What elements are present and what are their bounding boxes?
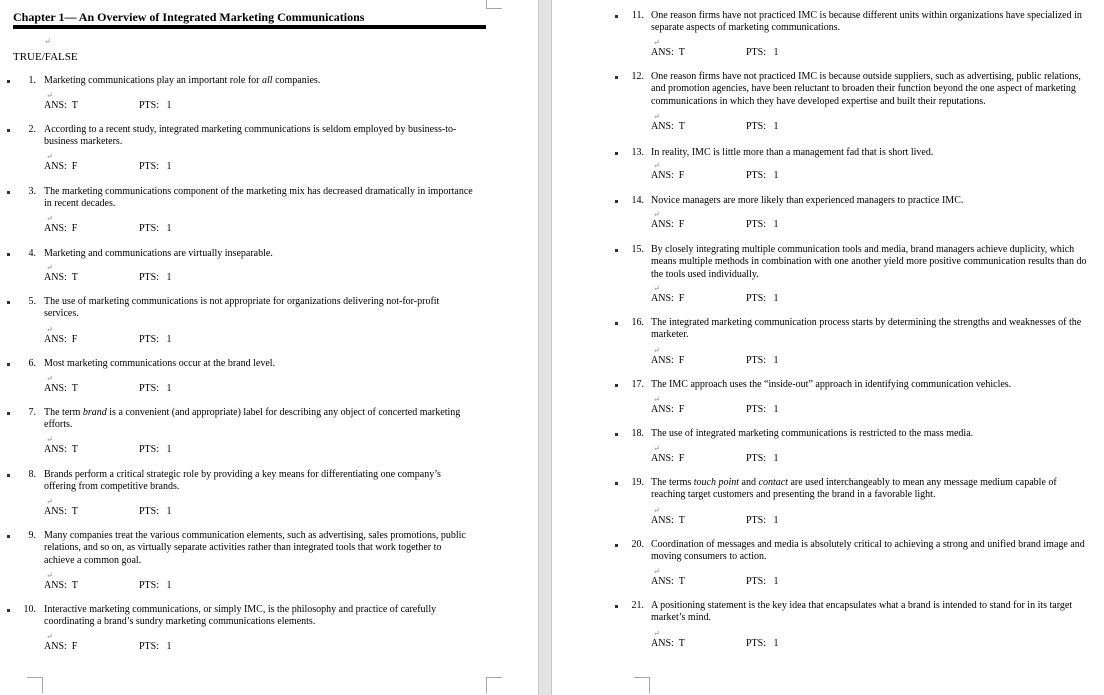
answer-label xyxy=(44,272,78,283)
answer-prefix: ANS: xyxy=(651,355,679,366)
title-rule xyxy=(13,25,486,29)
points-prefix: PTS: xyxy=(746,404,774,415)
points-label xyxy=(139,334,172,345)
list-bullet xyxy=(615,152,618,155)
list-bullet xyxy=(615,15,618,18)
answer-label xyxy=(651,638,685,649)
answer-label xyxy=(651,515,685,526)
question-text: By closely integrating multiple communication tools and media, brand managers achieve duplicity, which means multiple methods in combination with one another yield more positive communication results than do the tools used individually. xyxy=(651,244,1087,280)
points-prefix: PTS: xyxy=(139,444,167,455)
points-value: 1 xyxy=(773,576,779,587)
points-value: 1 xyxy=(773,638,779,649)
paragraph-mark: ↵ xyxy=(46,497,53,506)
answer-prefix: ANS: xyxy=(44,161,72,172)
answer-label xyxy=(651,121,685,132)
points-label xyxy=(139,506,172,517)
points-label xyxy=(746,219,779,230)
points-value: 1 xyxy=(166,444,172,455)
answer-value: T xyxy=(678,515,685,526)
chapter-title: Chapter 1— An Overview of Integrated Marketing Communications xyxy=(13,10,365,24)
list-bullet xyxy=(615,384,618,387)
answer-prefix: ANS: xyxy=(44,334,72,345)
question-number: 12. xyxy=(631,71,644,82)
question-number: 10. xyxy=(23,604,36,615)
answer-label xyxy=(651,453,684,464)
question-number: 5. xyxy=(28,296,36,307)
points-label xyxy=(746,121,779,132)
answer-prefix: ANS: xyxy=(44,223,72,234)
question-number: 21. xyxy=(631,600,644,611)
answer-value: T xyxy=(678,576,685,587)
answer-value: F xyxy=(678,219,685,230)
answer-label xyxy=(44,161,77,172)
answer-prefix: ANS: xyxy=(651,219,679,230)
points-label xyxy=(139,100,172,111)
answer-prefix: ANS: xyxy=(44,383,72,394)
points-prefix: PTS: xyxy=(139,223,167,234)
question-number: 2. xyxy=(28,124,36,135)
answer-prefix: ANS: xyxy=(651,170,679,181)
answer-value: F xyxy=(71,641,78,652)
question-number: 18. xyxy=(631,428,644,439)
paragraph-mark: ↵ xyxy=(653,284,660,293)
points-label xyxy=(746,293,779,304)
answer-prefix: ANS: xyxy=(44,641,72,652)
answer-label xyxy=(44,334,77,345)
paragraph-mark: ↵ xyxy=(653,346,660,355)
answer-prefix: ANS: xyxy=(651,404,679,415)
points-label xyxy=(746,515,779,526)
points-prefix: PTS: xyxy=(746,219,774,230)
list-bullet xyxy=(7,609,10,612)
points-value: 1 xyxy=(773,47,779,58)
answer-label xyxy=(651,576,685,587)
question-number: 1. xyxy=(28,75,36,86)
points-value: 1 xyxy=(773,515,779,526)
points-label xyxy=(139,383,172,394)
points-prefix: PTS: xyxy=(746,170,774,181)
paragraph-mark: ↵ xyxy=(46,571,53,580)
points-value: 1 xyxy=(773,293,779,304)
question-text: The use of integrated marketing communications is restricted to the mass media. xyxy=(651,428,974,439)
crop-mark-bottom-left xyxy=(634,677,650,693)
points-prefix: PTS: xyxy=(139,334,167,345)
list-bullet xyxy=(615,433,618,436)
question-number: 15. xyxy=(631,244,644,255)
question-text: Most marketing communications occur at the brand level. xyxy=(44,358,276,369)
answer-label xyxy=(651,170,684,181)
points-prefix: PTS: xyxy=(139,383,167,394)
points-label xyxy=(139,161,172,172)
points-prefix: PTS: xyxy=(746,121,774,132)
crop-mark-bottom-left xyxy=(27,677,43,693)
list-bullet xyxy=(615,200,618,203)
answer-value: F xyxy=(678,404,685,415)
points-value: 1 xyxy=(166,580,172,591)
answer-value: T xyxy=(71,580,78,591)
question-text: A positioning statement is the key idea that encapsulates what a brand is intended to stand for in its target market’s mind. xyxy=(651,600,1073,624)
answer-prefix: ANS: xyxy=(651,638,679,649)
page-gutter xyxy=(538,0,552,695)
list-bullet xyxy=(615,76,618,79)
points-label xyxy=(746,355,779,366)
question-text: The IMC approach uses the “inside-out” approach in identifying communication vehicles. xyxy=(651,379,1012,390)
question-number: 17. xyxy=(631,379,644,390)
points-prefix: PTS: xyxy=(746,453,774,464)
answer-value: T xyxy=(678,47,685,58)
section-heading: TRUE/FALSE xyxy=(13,51,78,63)
answer-prefix: ANS: xyxy=(44,272,72,283)
answer-label xyxy=(44,641,77,652)
points-value: 1 xyxy=(166,272,172,283)
question-text: The terms touch point and contact are used interchangeably to mean any message medium capable of reaching target customers and presenting the brand in a favorable light. xyxy=(651,477,1057,501)
points-label xyxy=(139,580,172,591)
points-value: 1 xyxy=(773,121,779,132)
question-number: 19. xyxy=(631,477,644,488)
points-value: 1 xyxy=(166,641,172,652)
answer-value: T xyxy=(678,121,685,132)
answer-label xyxy=(651,293,684,304)
answer-value: F xyxy=(678,170,685,181)
points-prefix: PTS: xyxy=(139,161,167,172)
points-prefix: PTS: xyxy=(139,641,167,652)
paragraph-mark: ↵ xyxy=(46,91,53,100)
points-prefix: PTS: xyxy=(139,272,167,283)
points-label xyxy=(746,170,779,181)
paragraph-mark: ↵ xyxy=(653,567,660,576)
question-number: 7. xyxy=(28,407,36,418)
points-prefix: PTS: xyxy=(746,293,774,304)
paragraph-mark: ↵ xyxy=(653,506,660,515)
answer-value: T xyxy=(71,100,78,111)
paragraph-mark: ↵ xyxy=(46,214,53,223)
answer-label xyxy=(44,506,78,517)
paragraph-mark: ↵ xyxy=(653,112,660,121)
question-text: The term brand is a convenient (and appropriate) label for describing any object of concerted marketing efforts. xyxy=(44,407,461,431)
answer-prefix: ANS: xyxy=(44,506,72,517)
paragraph-mark: ↵ xyxy=(46,325,53,334)
answer-prefix: ANS: xyxy=(651,453,679,464)
question-number: 16. xyxy=(631,317,644,328)
answer-prefix: ANS: xyxy=(651,515,679,526)
question-number: 14. xyxy=(631,195,644,206)
paragraph-mark: ↵ xyxy=(46,435,53,444)
points-prefix: PTS: xyxy=(746,638,774,649)
paragraph-mark: ↵ xyxy=(44,37,51,46)
points-value: 1 xyxy=(166,383,172,394)
points-value: 1 xyxy=(166,334,172,345)
question-number: 4. xyxy=(28,248,36,259)
question-number: 13. xyxy=(631,147,644,158)
answer-prefix: ANS: xyxy=(44,100,72,111)
crop-mark-top-right xyxy=(486,0,502,9)
question-number: 3. xyxy=(28,186,36,197)
question-text: The integrated marketing communication process starts by determining the strengths and weaknesses of the marketer. xyxy=(651,317,1082,341)
answer-value: T xyxy=(71,272,78,283)
question-text: One reason firms have not practiced IMC is because outside suppliers, such as advertising, public relations, and promotion agencies, have been reluctant to broaden their function beyond the one aspect of marketing communications in which they have developed expertise and built their reputations. xyxy=(651,71,1081,107)
question-text: Novice managers are more likely than experienced managers to practice IMC. xyxy=(651,195,964,206)
paragraph-mark: ↵ xyxy=(653,444,660,453)
list-bullet xyxy=(7,191,10,194)
list-bullet xyxy=(7,363,10,366)
points-label xyxy=(139,641,172,652)
question-text: Marketing communications play an important role for all companies. xyxy=(44,75,321,86)
points-prefix: PTS: xyxy=(139,100,167,111)
points-value: 1 xyxy=(773,453,779,464)
paragraph-mark: ↵ xyxy=(46,632,53,641)
answer-value: F xyxy=(71,223,78,234)
points-label xyxy=(746,576,779,587)
points-label xyxy=(746,47,779,58)
answer-label xyxy=(44,100,78,111)
list-bullet xyxy=(7,301,10,304)
question-number: 20. xyxy=(631,539,644,550)
question-text: One reason firms have not practiced IMC is because different units within organizations have specialized in separate aspects of marketing communications. xyxy=(651,10,1082,34)
paragraph-mark: ↵ xyxy=(653,629,660,638)
points-value: 1 xyxy=(166,100,172,111)
question-text: Coordination of messages and media is absolutely critical to achieving a strong and unified brand image and moving consumers to action. xyxy=(651,539,1085,563)
list-bullet xyxy=(7,129,10,132)
answer-label xyxy=(651,219,684,230)
answer-value: T xyxy=(71,506,78,517)
answer-value: F xyxy=(678,355,685,366)
points-value: 1 xyxy=(773,404,779,415)
paragraph-mark: ↵ xyxy=(46,374,53,383)
list-bullet xyxy=(7,535,10,538)
paragraph-mark: ↵ xyxy=(46,263,53,272)
list-bullet xyxy=(615,249,618,252)
question-text: According to a recent study, integrated marketing communications is seldom employed by business-to-business marketers. xyxy=(44,124,457,148)
points-value: 1 xyxy=(773,170,779,181)
answer-prefix: ANS: xyxy=(651,576,679,587)
question-text: Interactive marketing communications, or simply IMC, is the philosophy and practice of carefully coordinating a brand’s sundry marketing communications elements. xyxy=(44,604,437,628)
question-text: Brands perform a critical strategic role by providing a key means for differentiating one company’s offering from competitive brands. xyxy=(44,469,441,493)
answer-value: T xyxy=(678,638,685,649)
points-value: 1 xyxy=(773,219,779,230)
points-label xyxy=(746,638,779,649)
points-prefix: PTS: xyxy=(139,580,167,591)
paragraph-mark: ↵ xyxy=(653,38,660,47)
list-bullet xyxy=(7,80,10,83)
paragraph-mark: ↵ xyxy=(653,210,660,219)
points-prefix: PTS: xyxy=(746,47,774,58)
answer-value: F xyxy=(678,453,685,464)
points-label xyxy=(139,272,172,283)
paragraph-mark: ↵ xyxy=(653,395,660,404)
document-page-right xyxy=(552,0,1104,695)
question-text: The use of marketing communications is not appropriate for organizations delivering not-for-profit services. xyxy=(44,296,440,320)
answer-value: F xyxy=(678,293,685,304)
question-number: 6. xyxy=(28,358,36,369)
list-bullet xyxy=(615,482,618,485)
points-value: 1 xyxy=(773,355,779,366)
points-label xyxy=(746,453,779,464)
question-text: The marketing communications component of the marketing mix has decreased dramatically in importance in recent decades. xyxy=(44,186,473,210)
list-bullet xyxy=(615,605,618,608)
answer-label xyxy=(44,580,78,591)
answer-prefix: ANS: xyxy=(44,580,72,591)
points-prefix: PTS: xyxy=(746,515,774,526)
question-text: Marketing and communications are virtually inseparable. xyxy=(44,248,273,259)
paragraph-mark: ↵ xyxy=(653,161,660,170)
question-text: Many companies treat the various communication elements, such as advertising, sales promotions, public relations, and so on, as virtually separate activities rather than integrated tools that work together to achieve a common goal. xyxy=(44,530,466,566)
list-bullet xyxy=(7,253,10,256)
points-value: 1 xyxy=(166,161,172,172)
points-prefix: PTS: xyxy=(746,355,774,366)
answer-label xyxy=(651,355,684,366)
answer-value: F xyxy=(71,334,78,345)
answer-label xyxy=(651,47,685,58)
list-bullet xyxy=(615,544,618,547)
answer-value: T xyxy=(71,383,78,394)
crop-mark-bottom-right xyxy=(486,677,502,693)
question-number: 8. xyxy=(28,469,36,480)
list-bullet xyxy=(7,412,10,415)
question-number: 9. xyxy=(28,530,36,541)
answer-label xyxy=(44,444,78,455)
points-prefix: PTS: xyxy=(139,506,167,517)
answer-label xyxy=(44,383,78,394)
points-label xyxy=(139,223,172,234)
document-page-left xyxy=(0,0,538,695)
paragraph-mark: ↵ xyxy=(46,152,53,161)
points-value: 1 xyxy=(166,223,172,234)
points-label xyxy=(139,444,172,455)
answer-label xyxy=(44,223,77,234)
answer-prefix: ANS: xyxy=(651,47,679,58)
question-number: 11. xyxy=(631,10,644,21)
answer-prefix: ANS: xyxy=(651,121,679,132)
points-value: 1 xyxy=(166,506,172,517)
question-text: In reality, IMC is little more than a management fad that is short lived. xyxy=(651,147,934,158)
list-bullet xyxy=(7,474,10,477)
answer-value: T xyxy=(71,444,78,455)
list-bullet xyxy=(615,322,618,325)
answer-label xyxy=(651,404,684,415)
points-prefix: PTS: xyxy=(746,576,774,587)
answer-prefix: ANS: xyxy=(44,444,72,455)
answer-prefix: ANS: xyxy=(651,293,679,304)
points-label xyxy=(746,404,779,415)
answer-value: F xyxy=(71,161,78,172)
